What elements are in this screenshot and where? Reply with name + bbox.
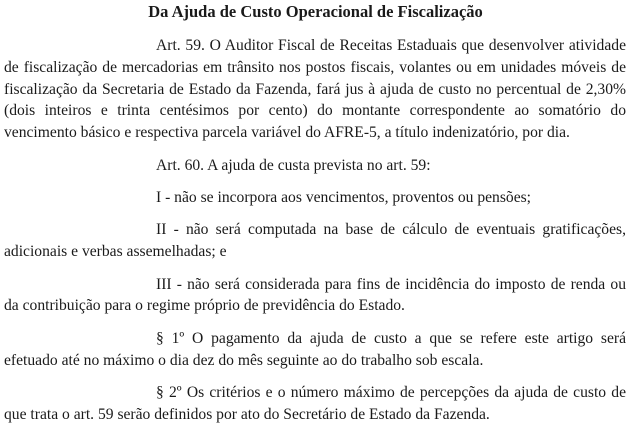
section-title: Da Ajuda de Custo Operacional de Fiscalização: [148, 2, 483, 21]
paragrafo-1: § 1º O pagamento da ajuda de custo a que se refere este artigo será efetuado até no máximo o dia dez do mês seguinte ao do trabalho sob escala.: [4, 329, 626, 369]
document-body: [4, 35, 626, 436]
inciso-iii: III - não será considerada para fins de incidência do imposto de renda ou da contribuição para o regime próprio de previdência do Estado.: [4, 275, 626, 315]
paragrafo-2: § 2º Os critérios e o número máximo de percepções da ajuda de custo de que trata o art. 59 serão definidos por ato do Secretário de Estado da Fazenda.: [4, 383, 626, 423]
inciso-ii: II - não será computada na base de cálculo de eventuais gratificações, adicionais e verbas assemelhadas; e: [4, 221, 626, 261]
inciso-i: I - não se incorpora aos vencimentos, proventos ou pensões;: [156, 188, 532, 206]
article-59: Art. 59. O Auditor Fiscal de Receitas Estaduais que desenvolver atividade de fiscalização de mercadorias em trânsito nos postos fiscais, volantes ou em unidades móveis de fiscalização da Secretaria de Estado da Fazenda, fará jus à ajuda de custo no percentual de 2,30% (dois inteiros e trinta centésimos por cento) do montante correspondente ao somatório do vencimento básico e respectiva parcela variável do AFRE-5, a título indenizatório, por dia.: [4, 37, 626, 142]
article-60: Art. 60. A ajuda de custa prevista no art. 59:: [156, 156, 431, 174]
